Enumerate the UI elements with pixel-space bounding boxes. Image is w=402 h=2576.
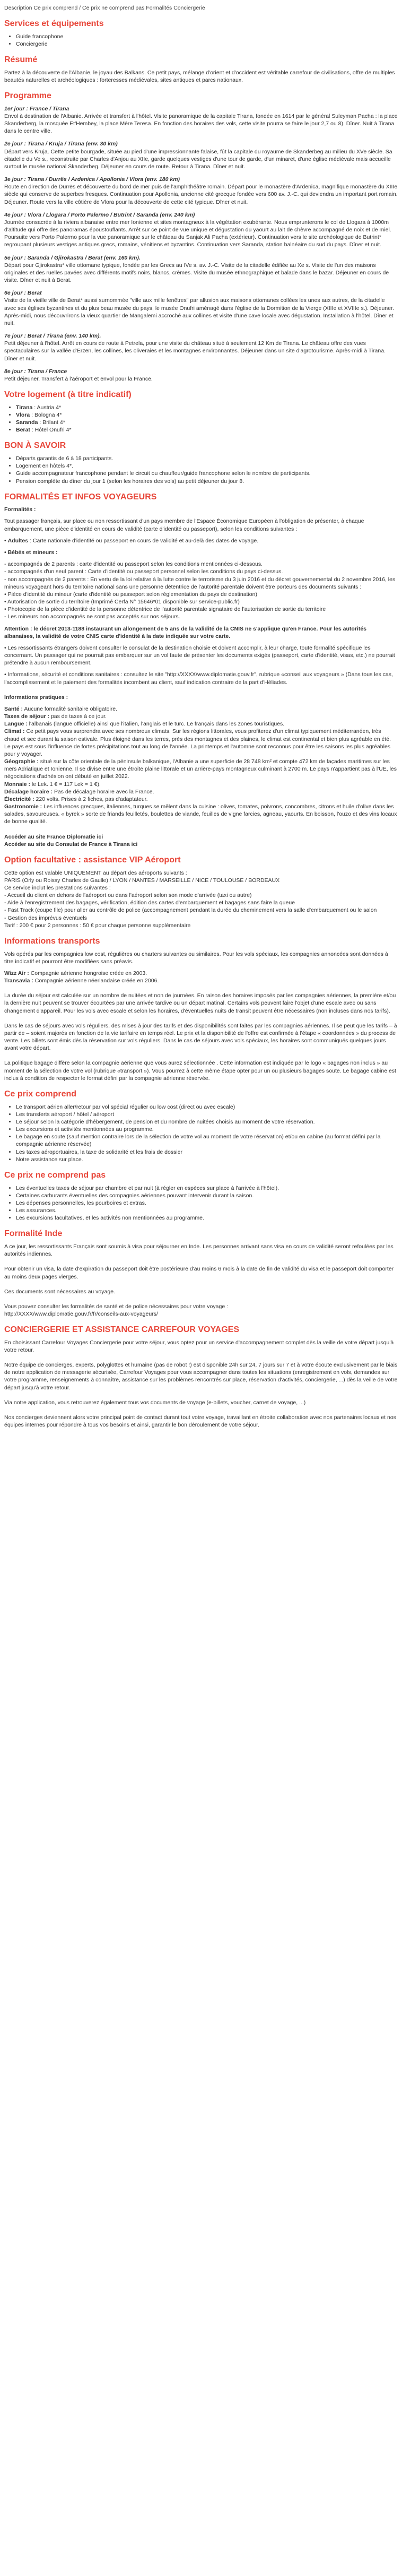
info-text: situé sur la côte orientale de la péninsule balkanique, l'Albanie a une superficie de 28 748 km² et compte 472 km de façades maritimes sur les mers Adriatique et Ionienne. Il se divise entre une étroite plaine littorale et un arrière-pays montagneux culminant à 2700 m. Le pays n'appartient pas à l'UE, les négociations d'adhésion ont débuté en juillet 2022. <box>4 758 397 780</box>
info-label: Électricité : <box>4 796 34 802</box>
formalites-adultes: • Adultes : Carte nationale d'identité ou passeport en cours de validité et au-delà des dates de voyage. <box>4 537 259 544</box>
day-title: 2e jour : Tirana / Kruja / Tirana (env. 30 km) <box>4 141 118 148</box>
list-item: • Pension complète du dîner du jour 1 (selon les horaires des vols) au petit déjeuner du jour 8. <box>16 478 398 485</box>
info-text: l'albanais (langue officielle) ainsi que l'italien, l'anglais et le turc. Le français dans les zones touristiques. <box>29 721 285 728</box>
list-item: • Les dépenses personnelles, les pourboires et extras. <box>16 1199 398 1207</box>
vip-line: Cette option est valable UNIQUEMENT au départ des aéroports suivants : <box>4 869 187 876</box>
list-item: • Les taxes aéroportuaires, la taxe de solidarité et les frais de dossier <box>16 1148 398 1156</box>
day-2 <box>4 140 398 170</box>
transport-wizz <box>4 970 398 977</box>
france-diplomatie-link[interactable]: Accéder au site France Diplomatie ici <box>4 833 103 840</box>
services-list <box>4 33 398 48</box>
hotel-name: Austria 4* <box>37 404 62 411</box>
hotels-title: Votre logement (à titre indicatif) <box>4 390 132 400</box>
vip-line: Ce service inclut les prestations suivantes : <box>4 884 111 891</box>
list-item: • Les éventuelles taxes de séjour par chambre et par nuit (à régler en espèces sur place à l'arrivée à l'hôtel). <box>16 1185 398 1192</box>
formalite-line: A ce jour, les ressortissants Français sont soumis à visa pour séjourner en Inde. Les personnes arrivant sans visa en cours de validité seront refoulées par les autorités indiennes. <box>4 1243 394 1258</box>
formalites-intro: Tout passager français, sur place ou non ressortissant d'un pays membre de l'Espace Économique Européen à l'obligation de présenter, à chaque embarquement, une pièce d'identité en cours de validité (carte d'identité ou passeport), selon les conditions suivantes : <box>4 518 364 532</box>
list-item: • Notre assistance sur place. <box>16 1156 398 1163</box>
vip-line: - Accueil du client en dehors de l'aéroport ou dans l'aéroport selon son mode d'arrivée (taxi ou autre) <box>4 892 252 899</box>
list-item: • Conciergerie <box>16 40 398 48</box>
hotel-name: Bologna 4* <box>34 411 62 418</box>
vip-lines <box>4 869 398 929</box>
day-title: 7e jour : Berat / Tirana (env. 140 km). <box>4 333 101 340</box>
formalite-inde-title: Formalité Inde <box>4 1229 63 1239</box>
day-text: Envol à destination de l'Albanie. Arrivée et transfert à l'hôtel. Visite panoramique de la capitale Tirana, fondée en 1614 par le général Suleyman Pacha : la place Skanderberg, la mosquée Et'Hembey, la place Mère Teresa. En fonction des horaires des vols, cette visite pourra se faire le jour 2,7 ou 8). Dîner. Nuit à Tirana dans le centre ville. <box>4 113 398 135</box>
info-label: Décalage horaire : <box>4 788 53 795</box>
formalite-line: Vous pouvez consulter les formalités de santé et de police nécessaires pour votre voyage : <box>4 1303 228 1310</box>
vip-line: Tarif : 200 € pour 2 personnes : 50 € pour chaque personne supplémentaire <box>4 922 191 929</box>
formalite-line: Pour obtenir un visa, la date d'expiration du passeport doit être postérieure d'au moins 6 mois à la date de fin de validité du visa et le passeport doit comporter au moins deux pages vierges. <box>4 1266 394 1280</box>
bebes-label-text: Bébés et mineurs : <box>7 549 58 556</box>
comprend-title: Ce prix comprend <box>4 1089 77 1099</box>
day-1 <box>4 105 398 135</box>
info-label: Géographie : <box>4 758 39 765</box>
conciergerie-p3: Via notre application, vous retrouverez également tous vos documents de voyage (e-billets, voucher, carnet de voyage, ...) <box>4 1399 306 1406</box>
hotel-item: • Saranda : Brilant 4* <box>16 419 398 426</box>
transport-title: Informations transports <box>4 936 100 946</box>
bebes-list <box>4 560 398 620</box>
conciergerie-title: CONCIERGERIE ET ASSISTANCE CARREFOUR VOYAGES <box>4 1325 240 1335</box>
list-item: • Photocopie de la pièce d'identité de la personne détentrice de l'autorité parentale signataire de l'autorisation de sortie du territoire <box>4 606 326 613</box>
list-item: - accompagnés d'un seul parent : Carte d'identité ou passeport personnel selon les conditions du pays ci-dessus. <box>4 568 283 575</box>
conciergerie-p2: Notre équipe de concierges, experts, polyglottes et humaine (pas de robot !) est disponible 24h sur 24, 7 jours sur 7 et à votre écoute exclusivement par le biais de notre application de messagerie sécurisée, Carrefour Voyages pour vous accompagner dans toutes les situations (enregistrement en vols, demandes sur votre programme, renseignements à connaître, assistance sur les problèmes rencontrés sur place, réservation d'activités, conciergerie, ...) dès la veille de votre départ jusqu'à votre retour. <box>4 1362 398 1391</box>
info-text: Ce petit pays vous surprendra avec ses nombreux climats. Sur les régions littorales, vous profiterez d'un climat typiquement méditerranéen, très chaud et sec durant la saison estivale. Plus éloigné dans les terres, près des montagnes et des plaines, le climat est continental et bien plus agréable en été. Le pays est sous l'influence de fortes précipitations tout au long de l'année. La printemps et l'automne sont reconnus pour être les saisons les plus agréables pour y voyager. <box>4 728 391 757</box>
hotel-city: Tirana <box>16 404 33 411</box>
info-text: 220 volts. Prises à 2 fiches, pas d'adaptateur. <box>36 796 148 802</box>
info-label: Langue : <box>4 721 28 728</box>
list-item: • Le séjour selon la catégorie d'hébergement, de pension et du nombre de nuitées choisis au moment de votre réservation. <box>16 1118 398 1126</box>
day-text: Visite de la vieille ville de Berat* aussi surnommée "ville aux mille fenêtres" par allusion aux maisons ottomanes collées les unes aux autres, de la citadelle avec ses églises byzantines et du plus beau musée du pays, le musée Onufri aménagé dans l'église de la Dormition de la Vierge (XIIIe et XVIIIe s.). Déjeuner. Après-midi, nous découvrirons la vieux quartier de Mangalemi accroché aux collines et visite d'une cave locale avec dégustation. Installation à l'hôtel. Dîner et nuit. <box>4 297 394 326</box>
formalites-securite: • Informations, sécurité et conditions sanitaires : consultez le site "http://XXXX/www.diplomatie.gouv.fr", rubrique «conseil aux voyageurs » (Dans tous les cas, l'accomplissement et le paiement des formalités incombent au client, sauf indication contraire de la part d'Héliades. <box>4 671 393 686</box>
hotel-name: Brilant 4* <box>42 419 65 426</box>
formalites-etrangers: • Les ressortissants étrangers doivent consulter le consulat de la destination choisie et doivent accomplir, à leur charge, toute formalité spécifique les concernant. Un passager qui ne pourrait pas embarquer sur un vol faute de présenter les documents exigés (passeport, carte d'identité, visas, etc.) ne pourrait prétendre à aucun remboursement. <box>4 644 395 667</box>
transport-p2: Dans le cas de séjours avec vols réguliers, des mises à jour des tarifs et des disponibilités sont faites par les compagnies aériennes. Il se peut que les tarifs – à partir de – soient majorés en fonction de la vie tarifaire en temps réel. Le prix et la disponibilité de l'offre est confirmée à l'étape « coordonnées » du process de vente. Les billets sont émis dès la réservation sur vols réguliers. Dans le cas de séjours avec vols spéciaux, les horaires sont communiqués quelques jours avant votre départ. <box>4 1022 397 1052</box>
list-item: • Autorisation de sortie du territoire (Imprimé Cerfa N° 15646*01 disponible sur service-public.fr) <box>4 599 240 606</box>
conciergerie-p4: Nos concierges deviennent alors votre principal point de contact durant tout votre voyage, travaillant en étroite collaboration avec nos partenaires locaux et nos équipes internes pour répondre à tous vos besoins et ainsi, garantir le bon déroulement de votre séjour. <box>4 1414 396 1429</box>
airline-label: Wizz Air : <box>4 970 29 976</box>
info-label: Climat : <box>4 728 25 735</box>
info-langue <box>4 720 398 728</box>
day-title: 4e jour : Vlora / Llogara / Porto Palermo / Butrint / Saranda (env. 240 km) <box>4 211 195 218</box>
list-item: • Le transport aérien aller/retour par vol spécial régulier ou low cost (direct ou avec escale) <box>16 1103 398 1111</box>
list-item: • Les excursions facultatives, et les activités non mentionnées au programme. <box>16 1214 398 1222</box>
vip-title: Option facultative : assistance VIP Aéroport <box>4 855 181 865</box>
list-item: • Pièce d'identité du mineur (carte d'identité ou passeport selon réglementation du pays de destination) <box>4 591 257 598</box>
bon-a-savoir-title: BON À SAVOIR <box>4 441 66 451</box>
day-5 <box>4 254 398 284</box>
vip-line: - Aide à l'enregistrement des bagages, vérification, édition des cartes d'embarquement et bagages sans faire la queue <box>4 900 295 906</box>
formalites-label: Formalités : <box>4 506 36 513</box>
transport-intro: Vols opérés par les compagnies low cost, régulières ou charters suivantes ou similaires. Pour les vols spéciaux, les compagnies annoncées sont données à titre indicatif et pourront être modifiées sans préavis. <box>4 950 388 965</box>
info-decalage <box>4 788 398 796</box>
vip-line: - Fast Track (coupe file) pour aller au contrôle de police (accompagnement pendant la durée du cheminement vers la salle d'embarquement ou le salon <box>4 907 377 914</box>
day-6 <box>4 289 398 327</box>
info-label: Monnaie : <box>4 781 30 788</box>
comprend-list <box>4 1103 398 1163</box>
info-monnaie <box>4 781 398 788</box>
list-item: - non accompagnés de 2 parents : En vertu de la loi relative à la lutte contre le terrorisme du 3 juin 2016 et du décret gouvernemental du 2 novembre 2016, les mineurs voyageant hors du territoire national sans une personne détentrice de l'autorité parentale doivent être porteurs des documents suivants : <box>4 576 396 590</box>
hotels-list <box>4 404 398 434</box>
hotel-name: Hôtel Onufri 4* <box>34 427 72 434</box>
ne-comprend-list <box>4 1185 398 1222</box>
hotel-city: Berat <box>16 427 30 434</box>
services-title: Services et équipements <box>4 19 104 29</box>
hotel-item: • Tirana : Austria 4* <box>16 404 398 411</box>
info-gastro <box>4 803 398 826</box>
day-4 <box>4 211 398 249</box>
day-8 <box>4 368 398 383</box>
day-text: Journée consacrée à la riviera albanaise entre mer Ionienne et sites montagneux à la végétation exubérante. Nous emprunterons le col de Llogara à 1000m d'altitude qui offre des panoramas époustouflants. Arrêt sur ce point de vue unique et dégustation du yaourt au lait de chèvre accompagné de noix et de miel. Poursuite vers Porto Palermo pour la vue panoramique sur le château du Sanjak Ali Pacha (extérieur). Continuation vers le site archéologique de Butrint* regroupant plusieurs vestiges antiques grecs, romains, vénitiens et byzantins. Continuation vers Saranda, station balnéaire du sud du pays. Dîner et nuit. <box>4 219 391 248</box>
bon-a-savoir-list <box>4 455 398 485</box>
airline-text: Compagnie aérienne hongroise créée en 2003. <box>30 970 147 976</box>
bebes-label: • Bébés et mineurs : <box>4 549 58 556</box>
transport-transavia <box>4 977 398 984</box>
resume-title: Résumé <box>4 55 38 65</box>
hotel-city: Vlora <box>16 411 30 418</box>
day-text: Petit déjeuner. Transfert à l'aéroport et envol pour la France. <box>4 375 153 382</box>
day-title: 6e jour : Berat <box>4 290 42 297</box>
info-climat <box>4 728 398 758</box>
airline-text: Compagnie aérienne néerlandaise créée en 2006. <box>34 978 159 984</box>
list-item: • Logement en hôtels 4*. <box>16 462 398 470</box>
ne-comprend-title: Ce prix ne comprend pas <box>4 1170 106 1180</box>
resume-text: Partez à la découverte de l'Albanie, le joyau des Balkans. Ce petit pays, mélange d'orient et d'occident est véritable carrefour de civilisations, offre de multiples beautés naturelles et archéologiques : forteresses médiévales, sites antiques et parcs nationaux. <box>4 69 395 83</box>
formalite-line: Ces documents sont nécessaires au voyage. <box>4 1288 115 1295</box>
vip-line: PARIS (Orly ou Roissy Charles de Gaulle) / LYON / NANTES / MARSEILLE / NICE / TOULOUSE / BORDEAUX <box>4 877 280 884</box>
hotel-item: • Vlora : Bologna 4* <box>16 411 398 419</box>
list-item: • Les assurances. <box>16 1207 398 1214</box>
info-text: Pas de décalage horaire avec la France. <box>54 788 154 795</box>
info-text: Aucune formalité sanitaire obligatoire. <box>24 705 118 712</box>
list-item: • Guide francophone <box>16 33 398 40</box>
day-title: 5e jour : Saranda / Gjirokastra / Berat (env. 160 km). <box>4 254 141 261</box>
list-item: • Guide accompagnateur francophone pendant le circuit ou chauffeur/guide francophone selon le nombre de participants. <box>16 470 398 477</box>
conciergerie-p1: En choisissant Carrefour Voyages Conciergerie pour votre séjour, vous optez pour un service d'accompagnement complet dès la veille de votre départ jusqu'à votre retour. <box>4 1339 394 1353</box>
list-item: • Certaines carburants éventuelles des compagnies aériennes pouvant intervenir durant la saison. <box>16 1192 398 1199</box>
hotel-item: • Berat : Hôtel Onufri 4* <box>16 426 398 434</box>
list-item: • Les transferts aéroport / hôtel / aéroport <box>16 1111 398 1118</box>
formalites-attention: Attention : le décret 2013-1188 instaurant un allongement de 5 ans de la validité de la CNIS ne s'applique qu'en France. Pour les autorités albanaises, la validité de votre CNIS carte d'identité à la date indiquée sur votre carte. <box>4 625 367 639</box>
list-item: - Les mineurs non accompagnés ne sont pas acceptés sur nos séjours. <box>4 613 180 620</box>
day-text: Petit déjeuner à l'hôtel. Arrêt en cours de route à Petrela, pour une visite du château situé à seulement 12 Km de Tirana. Le château offre des vues spectaculaires sur la vallée d'Erzen, les collines, les oliveraies et les montagnes environnantes. Déjeuner dans un site d'agrotourisme. Après-midi à Tirana. Dîner et nuit. <box>4 340 386 362</box>
info-text: Les influences grecques, italiennes, turques se mêlent dans la cuisine : olives, tomates, poivrons, concombres, citrons et huile d'olive dans les salades, savoureuses. « byrek » sorte de friands feuilletés, boulettes de viande, feuilles de vigne farcies, agneau, yaourts. En boisson, l'ouzo et des vins locaux de bonne qualité. <box>4 803 397 825</box>
consulat-link[interactable]: Accéder au site du Consulat de France à Tirana ici <box>4 841 138 848</box>
airline-label: Transavia : <box>4 978 33 984</box>
vip-line: - Gestion des imprévus éventuels <box>4 914 87 921</box>
transport-p3: La politique bagage diffère selon la compagnie aérienne que vous aurez sélectionnée . Cette information est indiquée par le logo « bagages non inclus » au moment de la sélection de votre vol (rubrique «transport »). Vous pourrez à cette même étape opter pour un ou plusieurs bagages soute. Le bagage cabine est inclus à condition de respecter le format défini par la compagnie aérienne réservée. <box>4 1060 396 1082</box>
info-sante <box>4 705 398 713</box>
info-label: Taxes de séjour : <box>4 713 50 720</box>
day-7 <box>4 332 398 362</box>
description-nav: Description Ce prix comprend / Ce prix ne comprend pas Formalités Conciergerie <box>4 5 205 11</box>
info-geo <box>4 758 398 781</box>
info-text: pas de taxes à ce jour. <box>50 713 107 720</box>
day-title: 8e jour : Tirana / France <box>4 368 67 375</box>
infos-label: Informations pratiques : <box>4 694 68 701</box>
diplomatie-link[interactable]: http://XXXX/www.diplomatie.gouv.fr/fr/conseils-aux-voyageurs/ <box>4 1311 158 1318</box>
adultes-label: Adultes <box>7 537 29 544</box>
day-text: Départ pour Gjirokastra* ville ottomane typique, fondée par les Grecs au IVe s. av. J.-C. Visite de la citadelle édifiée au Xe s. Visite de l'un des maisons originales et des ruelles pavées avec différents motifs noirs, blancs, crèmes. Visite du musée ethnographique et balade dans le bazar. Déjeuner en cours de visite. Dîner et nuit à Berat. <box>4 262 389 284</box>
info-label: Santé : <box>4 705 23 712</box>
day-text: Route en direction de Durrës et découverte du bord de mer puis de l'amphithéâtre romain. Départ pour le monastère d'Ardenica, magnifique monastère du XIIIe siècle qui conserve de superbes fresques. Continuation pour Apollonia, ancienne cité grecque fondée vers 600 av. J.-C. qui deviendra un important port romain. Déjeuner. Route vers la ville côtière de Vlora pour la découverte de cette cité typique. Dîner et nuit. <box>4 184 398 205</box>
list-item: • Départs garantis de 6 à 18 participants. <box>16 455 398 462</box>
list-item: - accompagnés de 2 parents : carte d'identité ou passeport selon les conditions mentionnées ci-dessous. <box>4 561 263 568</box>
day-title: 3e jour : Tirana / Durrës / Ardenica / Apollonia / Vlora (env. 180 km) <box>4 176 180 183</box>
info-text: le Lek. 1 € = 117 Lek = 1 €). <box>31 781 101 788</box>
info-taxes <box>4 713 398 720</box>
formalites-title: FORMALITÉS ET INFOS VOYAGEURS <box>4 492 157 502</box>
info-label: Gastronomie : <box>4 803 42 810</box>
day-3 <box>4 176 398 206</box>
programme-days <box>4 105 398 383</box>
day-text: Départ vers Kruja. Cette petite bourgade, située au pied d'une impressionnante falaise, fût la capitale du royaume de Skanderbeg au milieu du XVe siècle. Sa citadelle du Ve s., reconstruite par Charles d'Anjou au XIIe, garde quelques vestiges d'une tour de garde, d'un minaret, d'une église médiévale mais accueille surtout le musée national Skanderbeg. Déjeuner en cours de route. Retour à Tirana. Dîner et nuit. <box>4 148 392 170</box>
hotel-city: Saranda <box>16 419 38 426</box>
info-elec <box>4 796 398 803</box>
day-title: 1er jour : France / Tirana <box>4 105 69 112</box>
adultes-text: : Carte nationale d'identité ou passeport en cours de validité et au-delà des dates de voyage. <box>30 537 259 544</box>
list-item: • Les excursions et activités mentionnées au programme. <box>16 1126 398 1133</box>
list-item: • Le bagage en soute (sauf mention contraire lors de la sélection de votre vol au moment de votre réservation) et/ou en cabine (au format défini par la compagnie aérienne réservée) <box>16 1133 398 1148</box>
programme-title: Programme <box>4 91 51 101</box>
transport-p1: La durée du séjour est calculée sur un nombre de nuitées et non de journées. En raison des horaires imposés par les compagnies aériennes, la première et/ou la dernière nuit peuvent se trouver écourtées par une arrivée tardive ou un départ matinal. Certains vols peuvent faire l'objet d'une escale avec ou sans changement d'appareil. Pour les vols avec escale et selon les horaires, d'éventuelles nuits de transit peuvent être nécessaires (non incluses dans nos tarifs). <box>4 992 396 1014</box>
